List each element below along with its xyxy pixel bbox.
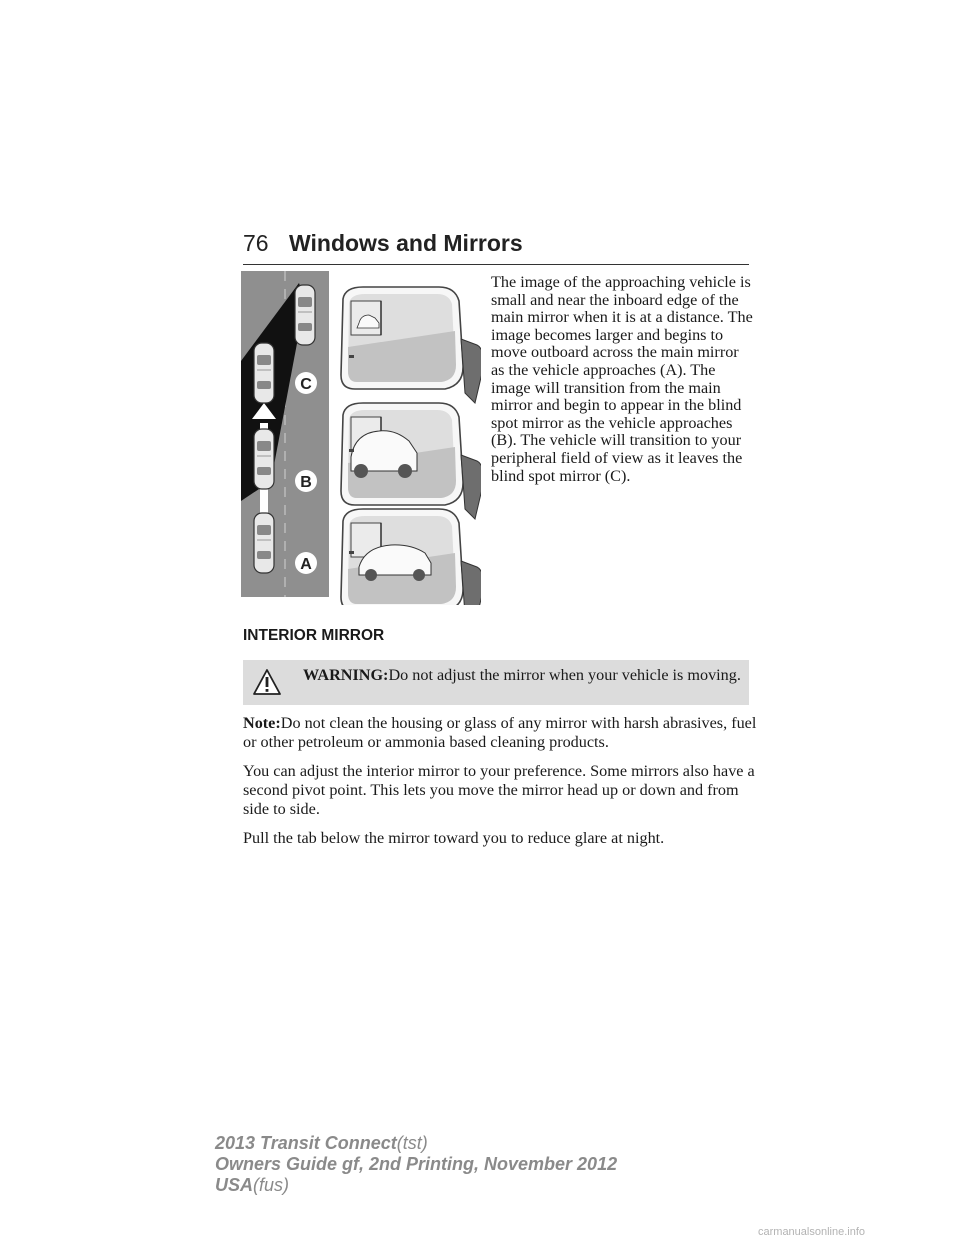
footer-line-2: Owners Guide gf, 2nd Printing, November 2012: [215, 1154, 618, 1174]
warning-text: [303, 665, 743, 685]
warning-label: WARNING:: [303, 666, 389, 684]
blind-spot-description: The image of the approaching vehicle is small and near the inboard edge of the main mirror when it is at a distance. The image becomes larger and begins to move outboard across the main mirror as the vehicle approaches (A). The image will transition from the main mirror and begin to appear in the blind spot mirror as the vehicle approaches (B). The vehicle will transition to your peripheral field of view as it leaves the blind spot mirror (C).: [491, 273, 753, 485]
warning-triangle-icon: [252, 668, 282, 696]
footer-line-1: [215, 1133, 617, 1154]
footer: [215, 1133, 617, 1196]
chapter-title: Windows and Mirrors: [289, 230, 523, 256]
section-heading: INTERIOR MIRROR: [243, 627, 385, 644]
note-text: Do not clean the housing or glass of any mirror with harsh abrasives, fuel or other petroleum or ammonia based cleaning products.: [243, 714, 757, 751]
label-c: C: [300, 376, 312, 393]
warning-box: [243, 660, 749, 705]
note-label: Note:: [243, 714, 281, 732]
page-header: [243, 228, 749, 265]
footer-line-3: [215, 1175, 617, 1196]
glare-paragraph: Pull the tab below the mirror toward you to reduce glare at night.: [243, 829, 665, 847]
blind-spot-mirror-illustration: [241, 271, 481, 605]
warning-message: Do not adjust the mirror when your vehicle is moving.: [388, 666, 741, 684]
adjust-paragraph: You can adjust the interior mirror to your preference. Some mirrors also have a second pivot point. This lets you move the mirror head up or down and from side to side.: [243, 762, 755, 818]
page-number: 76: [243, 230, 269, 256]
label-b: B: [300, 474, 312, 491]
footer-market: USA: [215, 1175, 254, 1195]
label-a: A: [300, 556, 312, 573]
footer-model: 2013 Transit Connect: [215, 1133, 397, 1153]
footer-model-code: (tst): [396, 1133, 428, 1153]
note-paragraph: [243, 714, 763, 752]
watermark: carmanualsonline.info: [758, 1226, 866, 1238]
footer-market-code: (fus): [253, 1175, 290, 1195]
